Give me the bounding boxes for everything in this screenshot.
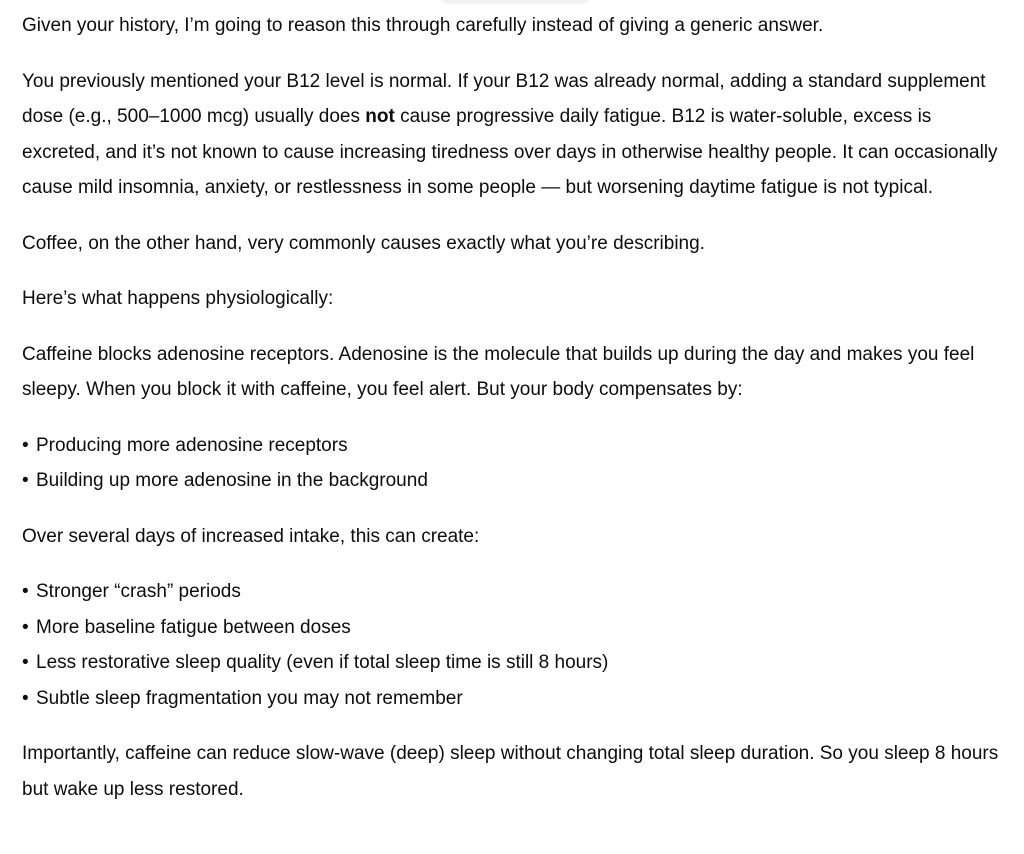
list-item: • Stronger “crash” periods: [22, 574, 1007, 610]
effects-list: [22, 574, 1007, 716]
paragraph-b12-text-start: You previously mentioned your B12 level is normal. If your B12 was already normal, adding a standard supplement dose (e.g., 500–1000 mcg) usually does: [22, 70, 986, 127]
paragraph-increased-intake: Over several days of increased intake, this can create:: [22, 525, 480, 547]
assistant-message: [22, 8, 1007, 827]
paragraph-b12: [22, 64, 1007, 206]
list-item: • More baseline fatigue between doses: [22, 610, 1007, 646]
list-item: • Subtle sleep fragmentation you may not remember: [22, 681, 1007, 717]
paragraph-intro: Given your history, I’m going to reason this through carefully instead of giving a generic answer.: [22, 15, 824, 36]
paragraph-physiology-heading: Here’s what happens physiologically:: [22, 288, 334, 309]
emphasis-not: not: [365, 106, 395, 127]
paragraph-deep-sleep: Importantly, caffeine can reduce slow-wave (deep) sleep without changing total sleep duration. So you sleep 8 hours but wake up less restored.: [22, 743, 999, 800]
list-item: • Building up more adenosine in the background: [22, 463, 1007, 499]
scroll-shade: [440, 0, 590, 4]
paragraph-b12-text-end: cause progressive daily fatigue. B12 is water-soluble, excess is excreted, and it’s not known to cause increasing tiredness over days in otherwise healthy people. It can occasionally cause mild insomnia, anxiety, or restlessness in some people — but worsening daytime fatigue is not typical.: [22, 106, 998, 198]
list-item: • Less restorative sleep quality (even if total sleep time is still 8 hours): [22, 645, 1007, 681]
compensation-list: [22, 428, 1007, 499]
paragraph-adenosine: Caffeine blocks adenosine receptors. Adenosine is the molecule that builds up during the day and makes you feel sleepy. When you block it with caffeine, you feel alert. But your body compensates by:: [22, 343, 975, 400]
list-item: • Producing more adenosine receptors: [22, 428, 1007, 464]
paragraph-coffee: Coffee, on the other hand, very commonly causes exactly what you’re describing.: [22, 232, 705, 254]
